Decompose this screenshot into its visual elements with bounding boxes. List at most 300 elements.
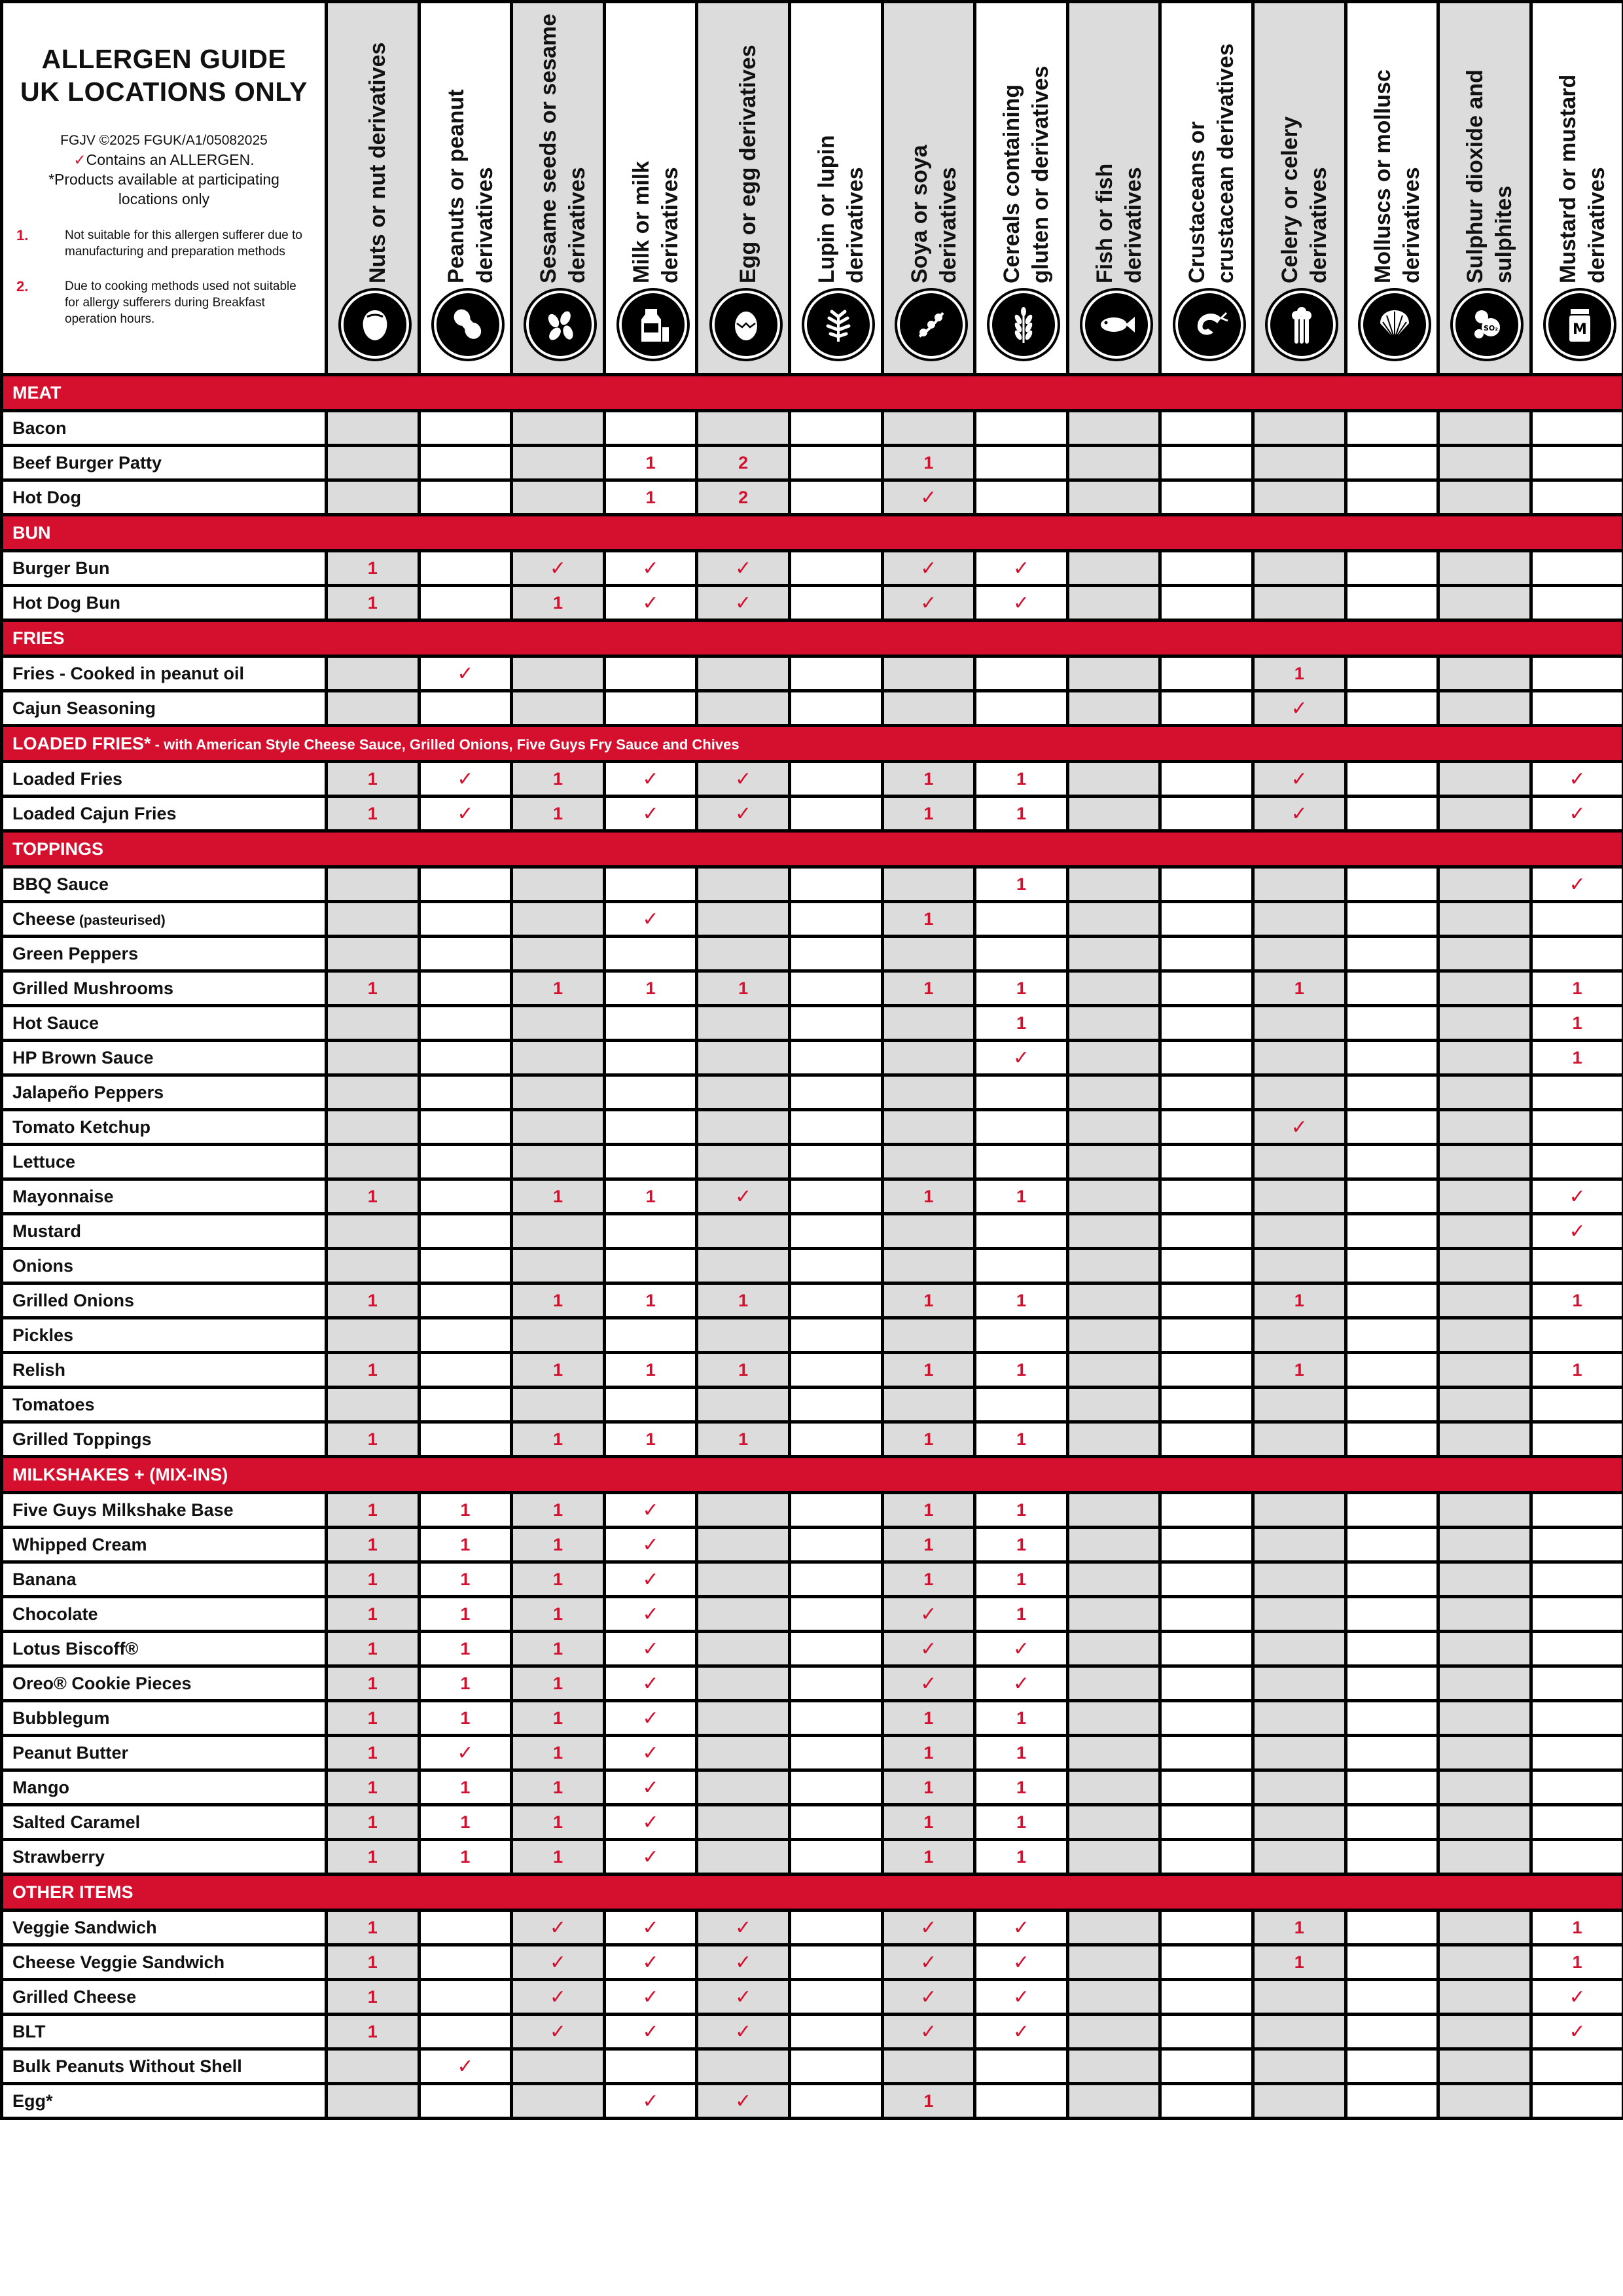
contains-tick: ✓ [735, 2020, 752, 2043]
allergen-mark-cell [419, 1145, 512, 1179]
note-reference: 1 [645, 487, 656, 507]
item-name: Fries - Cooked in peanut oil [12, 663, 245, 683]
allergen-mark-cell [1438, 1075, 1531, 1110]
allergen-mark-cell [975, 902, 1068, 937]
allergen-mark-cell [604, 1145, 697, 1179]
note-reference: 1 [460, 1708, 471, 1728]
note-reference: 1 [367, 1952, 378, 1972]
contains-tick: ✓ [1569, 1220, 1586, 1242]
allergen-mark-cell [975, 1910, 1068, 1945]
table-row [2, 1179, 1623, 1214]
note-reference: 1 [552, 1812, 563, 1832]
contains-tick: ✓ [1012, 1951, 1030, 1973]
contains-tick: ✓ [642, 592, 659, 614]
allergen-mark-cell [1438, 1249, 1531, 1283]
allergen-mark-cell [882, 2084, 975, 2119]
allergen-mark-cell [512, 1249, 605, 1283]
item-name-cell [2, 480, 327, 515]
allergen-mark-cell [512, 1701, 605, 1736]
allergen-mark-cell [1346, 551, 1438, 586]
note-reference: 1 [738, 1359, 749, 1380]
contains-tick: ✓ [735, 1185, 752, 1208]
item-name-cell [2, 1006, 327, 1041]
allergen-mark-cell [327, 902, 419, 937]
contains-tick: ✓ [920, 486, 937, 509]
allergen-mark-cell [419, 1075, 512, 1110]
allergen-mark-cell [1067, 2084, 1160, 2119]
item-name: Egg* [12, 2090, 53, 2111]
item-name-cell [2, 1353, 327, 1388]
allergen-mark-cell [1531, 1910, 1623, 1945]
allergen-mark-cell [1531, 937, 1623, 971]
allergen-mark-cell [882, 971, 975, 1006]
table-row [2, 691, 1623, 726]
allergen-mark-cell [1438, 1179, 1531, 1214]
allergen-mark-cell [789, 1840, 882, 1874]
allergen-mark-cell [512, 656, 605, 691]
allergen-mark-cell [975, 1770, 1068, 1805]
allergen-mark-cell [697, 1562, 790, 1597]
item-name: Lettuce [12, 1151, 76, 1172]
allergen-mark-cell [419, 902, 512, 937]
allergen-mark-cell [512, 1318, 605, 1353]
milk-icon [619, 291, 687, 359]
allergen-mark-cell [975, 1179, 1068, 1214]
contains-tick: ✓ [735, 1951, 752, 1973]
allergen-column-3 [604, 2, 697, 375]
note-reference: 1 [367, 1359, 378, 1380]
note-reference: 1 [460, 1534, 471, 1554]
allergen-mark-cell [327, 1283, 419, 1318]
allergen-mark-cell [1438, 1770, 1531, 1805]
allergen-mark-cell [512, 1493, 605, 1528]
allergen-column-9 [1160, 2, 1253, 375]
item-name: Jalapeño Peppers [12, 1082, 164, 1102]
table-row [2, 1770, 1623, 1805]
allergen-mark-cell [604, 1214, 697, 1249]
item-name-cell [2, 1249, 327, 1283]
allergen-mark-cell [1160, 902, 1253, 937]
allergen-mark-cell [1253, 1075, 1346, 1110]
allergen-mark-cell [327, 1701, 419, 1736]
allergen-name [336, 25, 419, 283]
note-reference: 1 [1016, 1569, 1026, 1589]
allergen-mark-cell [882, 1318, 975, 1353]
allergen-mark-cell [789, 1736, 882, 1770]
allergen-mark-cell [697, 1493, 790, 1528]
contains-tick: ✓ [549, 1951, 567, 1973]
allergen-mark-cell [1067, 902, 1160, 937]
allergen-mark-cell [1438, 2049, 1531, 2084]
allergen-table-body [2, 375, 1623, 2119]
allergen-mark-cell [1253, 2049, 1346, 2084]
allergen-mark-cell [1531, 1597, 1623, 1632]
allergen-mark-cell [512, 1770, 605, 1805]
item-name: Beef Burger Patty [12, 452, 162, 473]
table-row [2, 1980, 1623, 2015]
allergen-mark-cell [697, 1388, 790, 1422]
allergen-mark-cell [697, 1110, 790, 1145]
allergen-mark-cell [512, 1041, 605, 1075]
note-reference: 1 [1016, 1708, 1026, 1728]
allergen-mark-cell [882, 762, 975, 797]
allergen-mark-cell [1067, 762, 1160, 797]
contains-tick: ✓ [457, 662, 474, 685]
allergen-mark-cell [419, 1422, 512, 1457]
item-name: Banana [12, 1569, 77, 1589]
contains-tick: ✓ [920, 592, 937, 614]
note-reference: 1 [923, 1290, 934, 1310]
allergen-mark-cell [327, 656, 419, 691]
allergen-mark-cell [882, 1075, 975, 1110]
allergen-mark-cell [1253, 2015, 1346, 2049]
allergen-mark-cell [604, 1840, 697, 1874]
contains-tick: ✓ [642, 802, 659, 825]
shrimp-icon [1175, 291, 1243, 359]
allergen-mark-cell [697, 1632, 790, 1666]
allergen-mark-cell [1438, 867, 1531, 902]
allergen-mark-cell [1438, 971, 1531, 1006]
allergen-name [614, 25, 698, 283]
item-name: Grilled Cheese [12, 1986, 137, 2007]
mustard-icon [1546, 291, 1614, 359]
allergen-mark-cell [1531, 1388, 1623, 1422]
note-reference: 1 [923, 1569, 934, 1589]
allergen-name-line-2: derivatives [1399, 167, 1424, 283]
note-reference: 1 [460, 1673, 471, 1693]
allergen-mark-cell [789, 1493, 882, 1528]
allergen-mark-cell [882, 2049, 975, 2084]
allergen-name-line-1: Nuts or nut derivatives [365, 42, 390, 283]
allergen-mark-cell [882, 1701, 975, 1736]
contains-allergen-text: Contains an ALLERGEN. [86, 151, 255, 168]
contains-tick: ✓ [920, 2020, 937, 2043]
allergen-mark-cell [882, 1041, 975, 1075]
allergen-mark-cell [789, 2049, 882, 2084]
contains-tick: ✓ [920, 1916, 937, 1939]
allergen-mark-cell [1067, 1980, 1160, 2015]
allergen-mark-cell [697, 2049, 790, 2084]
note-reference: 1 [552, 1708, 563, 1728]
note-reference: 1 [1572, 1952, 1582, 1972]
note-2-text: Due to cooking methods used not suitable for allergy sufferers during Breakfast operation hours. [65, 279, 296, 326]
allergen-mark-cell [1346, 1249, 1438, 1283]
note-reference: 1 [1572, 1359, 1582, 1380]
allergen-mark-cell [882, 1249, 975, 1283]
contains-tick: ✓ [1569, 1986, 1586, 2008]
table-row [2, 1388, 1623, 1422]
allergen-mark-cell [1438, 691, 1531, 726]
allergen-mark-cell [1346, 411, 1438, 446]
allergen-mark-cell [512, 1632, 605, 1666]
allergen-mark-cell [1438, 1980, 1531, 2015]
allergen-mark-cell [1253, 411, 1346, 446]
table-row [2, 1805, 1623, 1840]
allergen-mark-cell [1253, 586, 1346, 620]
contains-tick: ✓ [920, 1672, 937, 1695]
allergen-mark-cell [1160, 1249, 1253, 1283]
allergen-mark-cell [1253, 1736, 1346, 1770]
note-reference: 1 [1016, 978, 1026, 998]
allergen-column-7 [975, 2, 1068, 375]
allergen-mark-cell [1160, 411, 1253, 446]
allergen-mark-cell [697, 1945, 790, 1980]
allergen-mark-cell [512, 1422, 605, 1457]
allergen-mark-cell [1531, 1041, 1623, 1075]
allergen-mark-cell [1067, 1632, 1160, 1666]
fish-icon [1082, 291, 1150, 359]
allergen-mark-cell [882, 1597, 975, 1632]
allergen-mark-cell [604, 762, 697, 797]
allergen-mark-cell [604, 1701, 697, 1736]
allergen-mark-cell [327, 937, 419, 971]
allergen-mark-cell [327, 1666, 419, 1701]
allergen-mark-cell [975, 1006, 1068, 1041]
contains-tick: ✓ [642, 1916, 659, 1939]
allergen-mark-cell [512, 762, 605, 797]
note-reference: 1 [460, 1777, 471, 1797]
allergen-mark-cell [1160, 480, 1253, 515]
allergen-mark-cell [1160, 1945, 1253, 1980]
contains-tick: ✓ [642, 1534, 659, 1556]
item-name: Five Guys Milkshake Base [12, 1499, 234, 1520]
note-reference: 1 [552, 978, 563, 998]
allergen-mark-cell [1160, 1388, 1253, 1422]
allergen-mark-cell [1067, 586, 1160, 620]
note-reference: 1 [460, 1812, 471, 1832]
section-header [2, 726, 1623, 762]
allergen-mark-cell [789, 1075, 882, 1110]
allergen-mark-cell [1438, 411, 1531, 446]
allergen-mark-cell [1160, 691, 1253, 726]
note-reference: 1 [552, 1777, 563, 1797]
allergen-mark-cell [419, 656, 512, 691]
allergen-mark-cell [1253, 867, 1346, 902]
note-reference: 1 [367, 803, 378, 823]
allergen-mark-cell [1160, 1840, 1253, 1874]
note-reference: 1 [367, 1673, 378, 1693]
allergen-mark-cell [1160, 1632, 1253, 1666]
allergen-mark-cell [1067, 1353, 1160, 1388]
allergen-mark-cell [975, 411, 1068, 446]
item-name-cell [2, 1075, 327, 1110]
allergen-mark-cell [1067, 1249, 1160, 1283]
allergen-mark-cell [327, 1249, 419, 1283]
allergen-mark-cell [882, 1179, 975, 1214]
allergen-mark-cell [1160, 1980, 1253, 2015]
allergen-mark-cell [697, 1910, 790, 1945]
allergen-mark-cell [1160, 1805, 1253, 1840]
allergen-mark-cell [512, 1214, 605, 1249]
table-row [2, 971, 1623, 1006]
allergen-mark-cell [882, 586, 975, 620]
note-reference: 1 [738, 1429, 749, 1449]
allergen-mark-cell [1531, 1145, 1623, 1179]
item-name-cell [2, 867, 327, 902]
note-reference: 1 [645, 978, 656, 998]
note-reference: 1 [367, 1812, 378, 1832]
contains-tick: ✓ [642, 1846, 659, 1868]
allergen-mark-cell [1346, 691, 1438, 726]
allergen-mark-cell [1253, 1006, 1346, 1041]
note-reference: 1 [1016, 874, 1026, 894]
note-reference: 1 [367, 1638, 378, 1659]
allergen-mark-cell [1346, 1770, 1438, 1805]
note-reference: 1 [645, 1290, 656, 1310]
allergen-mark-cell [419, 1041, 512, 1075]
allergen-mark-cell [882, 1493, 975, 1528]
table-row [2, 1041, 1623, 1075]
allergen-mark-cell [1531, 2015, 1623, 2049]
allergen-mark-cell [512, 480, 605, 515]
item-name: Whipped Cream [12, 1534, 147, 1554]
allergen-mark-cell [1438, 586, 1531, 620]
allergen-mark-cell [1160, 867, 1253, 902]
contains-tick: ✓ [735, 768, 752, 790]
allergen-name-line-2: gluten or derivatives [1028, 65, 1054, 283]
allergen-mark-cell [1346, 971, 1438, 1006]
allergen-mark-cell [327, 1980, 419, 2015]
allergen-mark-cell [512, 1980, 605, 2015]
allergen-mark-cell [1438, 1283, 1531, 1318]
allergen-mark-cell [327, 1422, 419, 1457]
allergen-mark-cell [789, 1318, 882, 1353]
allergen-mark-cell [419, 2015, 512, 2049]
allergen-mark-cell [789, 1597, 882, 1632]
allergen-mark-cell [975, 1945, 1068, 1980]
table-row [2, 2084, 1623, 2119]
allergen-mark-cell [1253, 480, 1346, 515]
note-reference: 1 [1016, 803, 1026, 823]
table-row [2, 797, 1623, 831]
allergen-mark-cell [1160, 2084, 1253, 2119]
contains-tick: ✓ [920, 1986, 937, 2008]
allergen-mark-cell [1253, 902, 1346, 937]
shell-icon [1361, 291, 1429, 359]
allergen-mark-cell [697, 1770, 790, 1805]
item-name-cell [2, 1632, 327, 1666]
allergen-mark-cell [789, 411, 882, 446]
note-reference: 1 [645, 1359, 656, 1380]
allergen-mark-cell [327, 1736, 419, 1770]
allergen-mark-cell [604, 1388, 697, 1422]
table-row [2, 1318, 1623, 1353]
allergen-mark-cell [789, 1145, 882, 1179]
allergen-mark-cell [604, 1041, 697, 1075]
allergen-mark-cell [327, 1528, 419, 1562]
allergen-column-11 [1346, 2, 1438, 375]
allergen-mark-cell [1531, 1214, 1623, 1249]
note-reference: 1 [552, 1638, 563, 1659]
allergen-mark-cell [604, 2049, 697, 2084]
allergen-mark-cell [512, 1075, 605, 1110]
allergen-mark-cell [1253, 2084, 1346, 2119]
allergen-mark-cell [1067, 1493, 1160, 1528]
allergen-mark-cell [1531, 1353, 1623, 1388]
allergen-mark-cell [697, 902, 790, 937]
allergen-mark-cell [1346, 1493, 1438, 1528]
allergen-mark-cell [1531, 1632, 1623, 1666]
section-title-cell [2, 375, 1623, 411]
allergen-mark-cell [419, 971, 512, 1006]
allergen-mark-cell [419, 797, 512, 831]
note-reference: 1 [460, 1846, 471, 1867]
note-reference: 1 [1016, 1359, 1026, 1380]
allergen-mark-cell [697, 1597, 790, 1632]
allergen-mark-cell [1253, 1422, 1346, 1457]
table-row [2, 1701, 1623, 1736]
allergen-mark-cell [697, 762, 790, 797]
note-reference: 1 [1016, 1013, 1026, 1033]
allergen-mark-cell [419, 1179, 512, 1214]
contains-tick: ✓ [1569, 873, 1586, 895]
note-reference: 1 [1016, 1604, 1026, 1624]
allergen-mark-cell [512, 1666, 605, 1701]
allergen-mark-cell [1067, 1041, 1160, 1075]
allergen-mark-cell [789, 2015, 882, 2049]
item-name: Bubblegum [12, 1708, 110, 1728]
note-reference: 1 [552, 1359, 563, 1380]
allergen-mark-cell [512, 797, 605, 831]
allergen-mark-cell [327, 1041, 419, 1075]
note-reference: 1 [1016, 768, 1026, 789]
note-reference: 1 [923, 908, 934, 929]
allergen-mark-cell [975, 2015, 1068, 2049]
allergen-mark-cell [1531, 2049, 1623, 2084]
allergen-mark-cell [604, 1353, 697, 1388]
note-reference: 1 [367, 1186, 378, 1206]
allergen-mark-cell [789, 1701, 882, 1736]
allergen-mark-cell [882, 480, 975, 515]
contains-tick: ✓ [735, 1986, 752, 2008]
allergen-mark-cell [1346, 1006, 1438, 1041]
allergen-mark-cell [604, 971, 697, 1006]
item-name: Pickles [12, 1325, 74, 1345]
allergen-mark-cell [1160, 1666, 1253, 1701]
allergen-name-line-1: Milk or milk [628, 160, 654, 283]
allergen-mark-cell [1160, 971, 1253, 1006]
item-name-cell [2, 1562, 327, 1597]
note-reference: 1 [1294, 1290, 1304, 1310]
note-reference: 2 [738, 487, 749, 507]
allergen-mark-cell [1160, 1110, 1253, 1145]
allergen-mark-cell [604, 691, 697, 726]
contains-tick: ✓ [735, 557, 752, 579]
lupin-icon [804, 291, 872, 359]
item-name: Hot Dog [12, 487, 81, 507]
allergen-mark-cell [1531, 480, 1623, 515]
allergen-mark-cell [882, 1388, 975, 1422]
allergen-mark-cell [975, 1528, 1068, 1562]
allergen-mark-cell [975, 1805, 1068, 1840]
allergen-mark-cell [882, 1528, 975, 1562]
item-name-cell [2, 586, 327, 620]
note-reference: 1 [552, 1846, 563, 1867]
contains-tick: ✓ [549, 1986, 567, 2008]
contains-tick: ✓ [920, 557, 937, 579]
allergen-mark-cell [327, 1597, 419, 1632]
item-name-cell [2, 1666, 327, 1701]
allergen-mark-cell [882, 867, 975, 902]
note-1-number: 1. [16, 227, 29, 243]
table-row [2, 1145, 1623, 1179]
allergen-mark-cell [1067, 1736, 1160, 1770]
allergen-mark-cell [975, 797, 1068, 831]
section-title: TOPPINGS [12, 838, 104, 859]
note-reference: 1 [460, 1499, 471, 1520]
allergen-mark-cell [789, 1910, 882, 1945]
allergen-mark-cell [1253, 937, 1346, 971]
